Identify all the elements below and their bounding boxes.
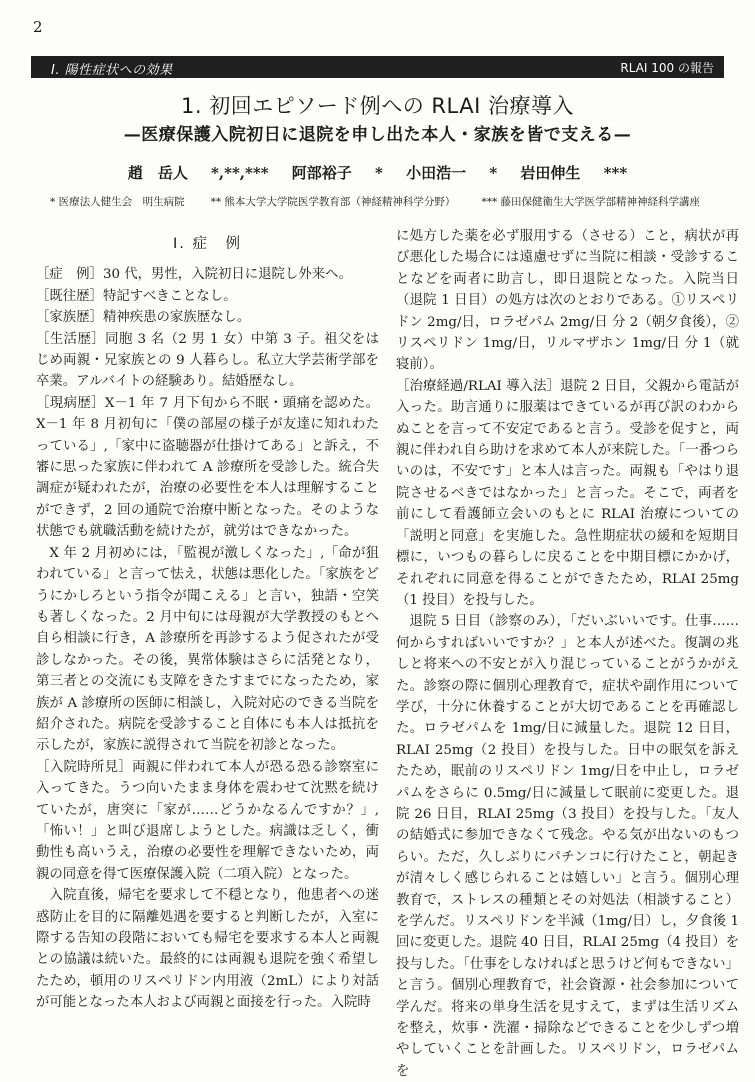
author: 小田浩一 *	[406, 164, 498, 182]
author: 岩田伸生 ***	[520, 164, 628, 182]
author-list	[0, 162, 755, 183]
paragraph: ［治療経過/RLAI 導入法］退院 2 日目，父親から電話が入った。助言通りに服薬はできているが再び訳のわからぬことを言って不安定であると言う。受診を促すと，両親に伴われ自ら助けを求めて本人が来院した。「一番つらいのは，不安です」と本人は言った。両親も「やはり退院させるべきではなかった」と言った。そこで，両者を前にして看護師立会いのもとに RLAI 治療についての「説明と同意」を実施した。急性期症状の緩和を短期目標に，いつもの暮らしに戻ることを中期目標にかかげ，それぞれに同意を得ることができたため，RLAI 25mg（1 投目）を投与した。	[396, 378, 739, 608]
left-column	[36, 230, 379, 1014]
article-subtitle: —医療保護入院初日に退院を申し出た本人・家族を皆で支える—	[123, 125, 632, 145]
section-label: I. 陽性症状への効果	[51, 63, 173, 78]
paragraph: ［入院時所見］両親に伴われて本人が恐る恐る診察室に入ってきた。うつ向いたまま身体を震わせて沈黙を続けていたが，唐突に「家が……どうかなるんですか？」,「怖い！」と叫び退席しようとした。病識は乏しく，衝動性も高いうえ，治療の必要性を理解できないため，両親の同意を得て医療保護入院（二項入院）となった。	[36, 759, 379, 882]
paragraph: ［症 例］30 代，男性，入院初日に退院し外来へ。	[36, 267, 352, 283]
affiliation: ** 熊本大学大学院医学教育部（神経精神科学分野）	[210, 196, 456, 208]
series-label: RLAI 100 の報告	[620, 61, 714, 75]
paragraph: ［現病歴］X－1 年 7 月下旬から不眠・頭痛を認めた。X－1 年 8 月初旬に「僕の部屋の様子が友達に知れわたっている」,「家中に盗聴器が仕掛けてある」と訴え，不審に思った家族に伴われて A 診療所を受診した。統合失調症が疑われたが，治療の必要性を本人は理解することができず，2 回の通院で治療中断となった。そのような状態でも就職活動を続けたが，就労はできなかった。	[36, 395, 379, 540]
affiliation: * 医療法人健生会 明生病院	[50, 196, 185, 208]
paragraph: ［家族歴］精神疾患の家族歴なし。	[36, 310, 251, 326]
paragraph: に処方した薬を必ず服用する（させる）こと，病状が再び悪化した場合には遠慮せずに当院に相談・受診することなどを両者に助言し，即日退院となった。入院当日（退院 1 日目）の処方は次のとおりである。①リスペリドン 2mg/日，ロラゼパム 2mg/日 分 2（朝夕食後），②リスペリドン 1mg/日，リルマザホン 1mg/日 分 1（就寝前）。	[396, 229, 739, 373]
section-heading: I. 症 例	[173, 236, 242, 252]
page-number: 2	[33, 18, 43, 36]
right-column	[396, 226, 739, 1082]
article-title: 1. 初回エピソード例への RLAI 治療導入	[181, 94, 574, 118]
affiliations	[50, 194, 740, 209]
paragraph: 退院 5 日目（診察のみ），「だいぶいいです。仕事……何からすればいいですか？」と本人が述べた。復調の兆しと将来への不安とが入り混じっていることがうかがえた。診察の際に個別心理教育で，症状や副作用について学び，十分に休養することが大切であることを再確認した。ロラゼパムを 1mg/日に減量した。退院 12 日目，RLAI 25mg（2 投目）を投与した。日中の眠気を訴えたため，眠前のリスペリドン 1mg/日を中止し，ロラゼパムをさらに 0.5mg/日に減量して眠前に変更した。退院 26 日目，RLAI 25mg（3 投目）を投与した。「友人の結婚式に参加できなくて残念。やる気が出ないのもつらい。ただ，久しぶりにパチンコに行けたこと，朝起きが清々しく感じられることは嬉しい」と言う。個別心理教育で，ストレスの種類とその対処法（相談すること）を学んだ。リスペリドンを半減（1mg/日）し，夕食後 1 回に変更した。退院 40 日目，RLAI 25mg（4 投目）を投与した。「仕事をしなければと思うけど何もできない」と言う。個別心理教育で，社会資源・社会参加について学んだ。将来の単身生活を見すえて，まずは生活リズムを整え，炊事・洗濯・掃除などできることを少しずつ増やしていくことを計画した。リスペリドン，ロラゼパムを	[396, 614, 739, 1079]
section-header-bar	[31, 56, 724, 78]
affiliation: *** 藤田保健衛生大学医学部精神神経科学講座	[481, 196, 701, 208]
paragraph: 入院直後，帰宅を要求して不穏となり，他患者への迷惑防止を目的に隔離処遇を要すると判断したが，入室に際する告知の段階においても帰宅を要求する本人と両親との協議は続いた。最終的には両親も退院を強く希望したため，頓用のリスペリドン内用液（2mL）により対話が可能となった本人および両親と面接を行った。入院時	[36, 888, 379, 1011]
author: 阿部裕子 *	[291, 164, 383, 182]
paragraph: ［既往歴］特記すべきことなし。	[36, 288, 237, 304]
paragraph: ［生活歴］同胞 3 名（2 男 1 女）中第 3 子。祖父をはじめ両親・兄家族との 9 人暮らし。私立大学芸術学部を卒業。アルバイトの経験あり。結婚歴なし。	[36, 331, 379, 390]
paragraph: X 年 2 月初めには，「監視が激しくなった」,「命が狙われている」と言って怯え，状態は悪化した。「家族をどうにかしろという指令が聞こえる」と言い，独語・空笑も著しくなった。2 月中旬には母親が大学教授のもとへ自ら相談に行き，A 診療所を再診するよう促されたが受診しなかった。その後，異常体験はさらに活発となり，第三者との交流にも支障をきたすまでになったため，家族が A 診療所の医師に相談し，入院対応のできる当院を紹介された。病院を受診すること自体にも本人は抵抗を示したが，家族に説得されて当院を初診となった。	[36, 545, 379, 754]
author: 趙 岳人 *,**,***	[127, 164, 269, 182]
